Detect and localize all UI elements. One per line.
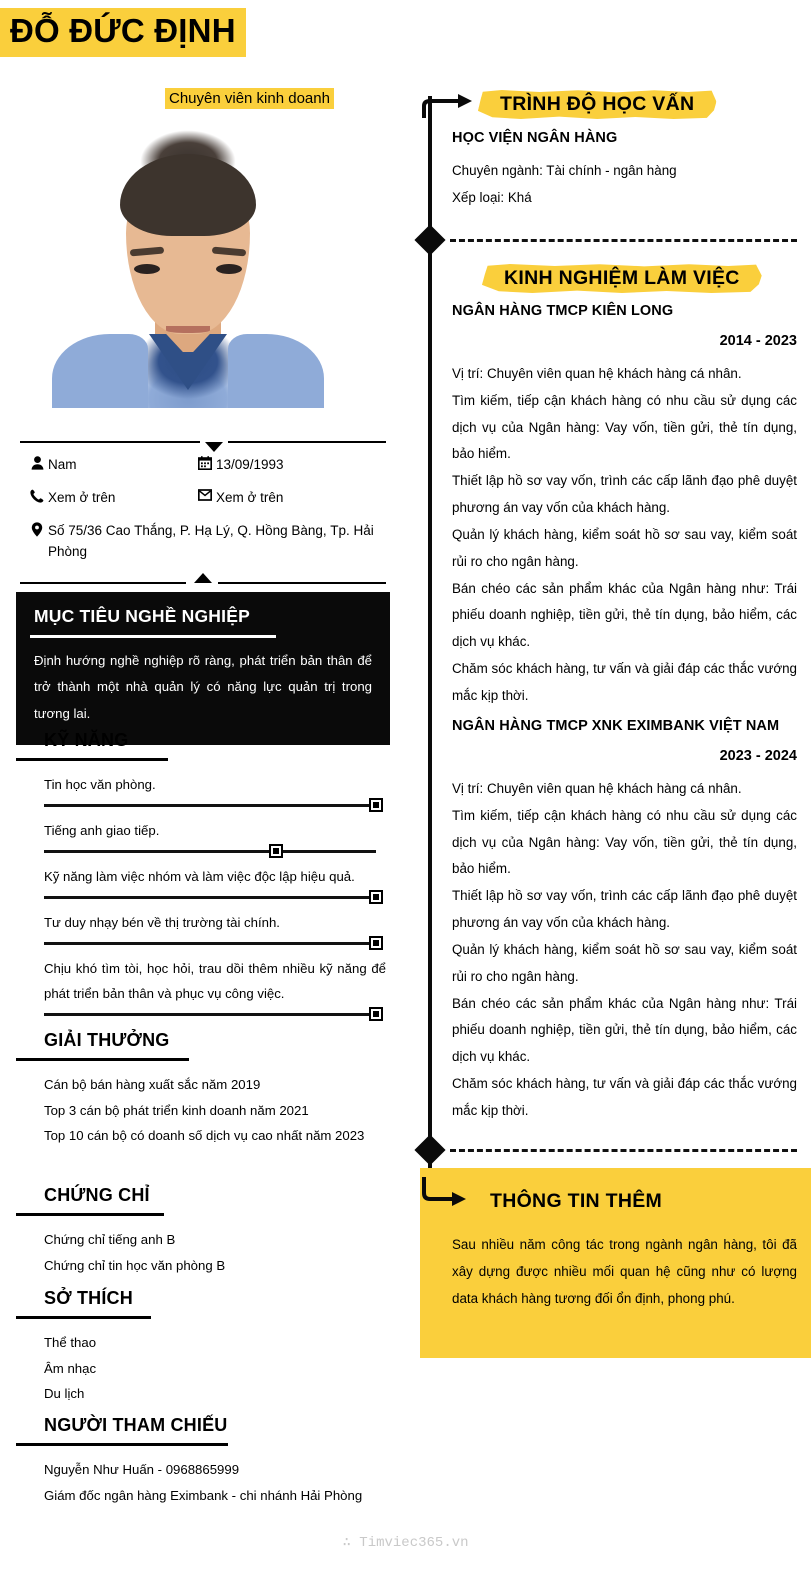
photo-shoulder-left <box>52 334 148 408</box>
photo-shoulder-right <box>228 334 324 408</box>
skill-knob[interactable] <box>369 798 383 812</box>
skill-track <box>44 804 376 807</box>
profile-photo <box>46 118 330 408</box>
person-icon <box>26 455 48 470</box>
experience-title-brush <box>482 262 762 296</box>
skills-title: KỸ NĂNG <box>44 730 129 750</box>
job-date: 2014 - 2023 <box>719 333 797 349</box>
certificates-title: CHỨNG CHỈ <box>44 1185 150 1205</box>
job-title: Chuyên viên kinh doanh <box>165 88 334 109</box>
awards-underline <box>16 1058 189 1061</box>
experience-title: KINH NGHIỆM LÀM VIỆC <box>504 267 740 289</box>
skill-slider[interactable] <box>44 1007 376 1021</box>
additional-info-section <box>420 1168 811 1358</box>
contact-email <box>194 488 283 509</box>
contact-divider-right <box>228 441 386 443</box>
objective-divider-right <box>218 582 386 584</box>
skill-knob[interactable] <box>369 936 383 950</box>
education-title: TRÌNH ĐỘ HỌC VẤN <box>500 93 695 115</box>
contact-row-1 <box>26 455 386 476</box>
footer-watermark: ∴ Timviec365.vn <box>342 1535 469 1551</box>
skill-knob[interactable] <box>269 844 283 858</box>
job-line: Tìm kiếm, tiếp cận khách hàng có nhu cầu sử dụng các dịch vụ của Ngân hàng: Vay vốn, tiền gửi, thẻ tín dụng, bảo hiểm. <box>452 807 797 877</box>
photo-eye-right <box>216 264 242 274</box>
experience-header <box>482 262 762 296</box>
hobbies-section <box>16 1288 390 1407</box>
divider-triangle-down <box>205 442 223 452</box>
skill-slider[interactable] <box>44 936 376 950</box>
contact-dob-value: 13/09/1993 <box>216 457 284 472</box>
location-pin-icon <box>26 521 48 537</box>
photo-mouth <box>166 326 210 333</box>
photo-eye-left <box>134 264 160 274</box>
skill-item <box>16 956 390 1021</box>
job-line: Thiết lập hồ sơ vay vốn, trình các cấp lãnh đạo phê duyệt phương án vay vốn của khách hàng. <box>452 888 797 931</box>
skill-label: Tin học văn phòng. <box>44 777 156 792</box>
additional-info-body: Sau nhiều năm công tác trong ngành ngân hàng, tôi đã xây dựng được nhiều mối quan hệ cũng như có lượng data khách hàng tương đối ổn định, phong phú. <box>452 1237 797 1306</box>
list-item: Du lịch <box>44 1386 85 1402</box>
skill-item <box>16 910 390 950</box>
job-date: 2023 - 2024 <box>719 748 797 764</box>
skill-slider[interactable] <box>44 844 376 858</box>
awards-section <box>16 1030 390 1149</box>
right-column <box>406 0 811 1569</box>
page-title: ĐỖ ĐỨC ĐỊNH <box>0 8 246 57</box>
job-line: Thiết lập hồ sơ vay vốn, trình các cấp lãnh đạo phê duyệt phương án vay vốn của khách hàng. <box>452 473 797 516</box>
contact-address-value: Số 75/36 Cao Thắng, P. Hạ Lý, Q. Hồng Bàng, Tp. Hải Phòng <box>48 522 374 559</box>
list-item: Cán bộ bán hàng xuất sắc năm 2019 <box>44 1077 261 1092</box>
skill-item <box>16 772 390 812</box>
skill-slider[interactable] <box>44 798 376 812</box>
job-line: Bán chéo các sản phẩm khác của Ngân hàng như: Trái phiếu doanh nghiệp, tiền gửi, thẻ tín dụng, bảo hiểm, các dịch vụ khác. <box>452 995 797 1065</box>
objective-divider-left <box>20 582 186 584</box>
contact-phone <box>26 488 194 509</box>
education-header <box>478 88 716 122</box>
job-line: Vị trí: Chuyên viên quan hệ khách hàng cá nhân. <box>452 781 742 796</box>
list-item: Top 10 cán bộ có doanh số dịch vụ cao nhất năm 2023 <box>44 1128 365 1144</box>
experience-job-2 <box>452 718 797 1125</box>
experience-job-1 <box>452 303 797 710</box>
job-organization: NGÂN HÀNG TMCP XNK EXIMBANK VIỆT NAM <box>452 718 780 734</box>
skill-track <box>44 942 376 945</box>
divider-triangle-up <box>194 573 212 583</box>
contact-row-3 <box>26 521 386 563</box>
certificates-underline <box>16 1213 164 1216</box>
references-underline <box>16 1443 228 1446</box>
education-connector-arrow <box>420 94 476 120</box>
additional-info-connector-arrow <box>420 1175 476 1209</box>
additional-info-title: THÔNG TIN THÊM <box>490 1190 663 1212</box>
contact-divider-left <box>20 441 200 443</box>
job-line: Quản lý khách hàng, kiểm soát hồ sơ sau vay, kiểm soát rủi ro cho ngân hàng. <box>452 941 797 984</box>
education-body <box>452 130 797 212</box>
job-line: Chăm sóc khách hàng, tư vấn và giải đáp các thắc vướng mắc kịp thời. <box>452 660 797 703</box>
contact-email-value: Xem ở trên <box>216 489 284 505</box>
skill-knob[interactable] <box>369 890 383 904</box>
career-objective-underline <box>30 635 276 638</box>
skill-slider[interactable] <box>44 890 376 904</box>
list-item: Nguyễn Như Huấn - 0968865999 <box>44 1462 240 1477</box>
job-organization: NGÂN HÀNG TMCP KIÊN LONG <box>452 303 674 319</box>
job-line: Quản lý khách hàng, kiểm soát hồ sơ sau vay, kiểm soát rủi ro cho ngân hàng. <box>452 526 797 569</box>
career-objective-title: MỤC TIÊU NGHỀ NGHIỆP <box>34 606 250 626</box>
timeline-line <box>428 96 432 1170</box>
job-line: Bán chéo các sản phẩm khác của Ngân hàng như: Trái phiếu doanh nghiệp, tiền gửi, thẻ tín dụng, bảo hiểm, các dịch vụ khác. <box>452 580 797 650</box>
photo-hair <box>120 154 256 236</box>
education-grade: Xếp loại: Khá <box>452 189 532 205</box>
contact-row-2 <box>26 488 386 509</box>
timeline-diamond <box>414 224 445 255</box>
skill-item <box>16 864 390 904</box>
contact-address <box>26 521 388 563</box>
education-major: Chuyên ngành: Tài chính - ngân hàng <box>452 163 677 178</box>
list-item: Thể thao <box>44 1335 97 1350</box>
awards-title: GIẢI THƯỞNG <box>44 1030 170 1050</box>
career-objective-body: Định hướng nghề nghiệp rõ ràng, phát triển bản thân để trở thành một nhà quản lý có năng lực quản trị trong tương lai. <box>34 653 372 721</box>
skill-label: Tiếng anh giao tiếp. <box>44 823 160 839</box>
job-line: Tìm kiếm, tiếp cận khách hàng có nhu cầu sử dụng các dịch vụ của Ngân hàng: Vay vốn, tiền gửi, thẻ tín dụng, bảo hiểm. <box>452 392 797 462</box>
certificates-section <box>16 1185 390 1278</box>
section-dashed-divider <box>450 239 797 242</box>
calendar-icon <box>194 455 216 470</box>
references-title: NGƯỜI THAM CHIẾU <box>44 1415 228 1435</box>
skill-knob[interactable] <box>369 1007 383 1021</box>
section-dashed-divider <box>450 1149 797 1152</box>
skills-underline <box>16 758 168 761</box>
phone-icon <box>26 488 48 503</box>
hobbies-underline <box>16 1316 151 1319</box>
hobbies-title: SỞ THÍCH <box>44 1288 133 1308</box>
skill-label: Tư duy nhạy bén về thị trường tài chính. <box>44 915 280 931</box>
skill-track <box>44 896 376 899</box>
references-section <box>16 1415 390 1508</box>
contact-phone-value: Xem ở trên <box>48 489 116 505</box>
contact-gender <box>26 455 194 476</box>
job-line: Chăm sóc khách hàng, tư vấn và giải đáp các thắc vướng mắc kịp thời. <box>452 1075 797 1118</box>
list-item: Giám đốc ngân hàng Eximbank - chi nhánh Hải Phòng <box>44 1487 363 1503</box>
timeline-diamond <box>414 1134 445 1165</box>
list-item: Chứng chỉ tin học văn phòng B <box>44 1257 226 1273</box>
envelope-icon <box>194 488 216 501</box>
contact-dob <box>194 455 284 476</box>
skill-track <box>44 850 376 853</box>
contact-info <box>26 455 386 575</box>
contact-gender-value: Nam <box>48 457 77 472</box>
skills-section <box>16 730 390 1027</box>
skill-track <box>44 1013 376 1016</box>
skill-label: Chịu khó tìm tòi, học hỏi, trau dồi thêm nhiều kỹ năng để phát triển bản thân và phục vụ công việc. <box>44 961 386 1002</box>
list-item: Chứng chỉ tiếng anh B <box>44 1232 176 1247</box>
list-item: Âm nhạc <box>44 1360 97 1376</box>
skill-label: Kỹ năng làm việc nhóm và làm việc độc lập hiệu quả. <box>44 869 355 885</box>
career-objective-section <box>16 592 390 745</box>
job-line: Vị trí: Chuyên viên quan hệ khách hàng cá nhân. <box>452 366 742 381</box>
education-school: HỌC VIỆN NGÂN HÀNG <box>452 130 618 146</box>
list-item: Top 3 cán bộ phát triển kinh doanh năm 2021 <box>44 1102 309 1118</box>
education-title-brush <box>478 88 716 122</box>
skill-item <box>16 818 390 858</box>
